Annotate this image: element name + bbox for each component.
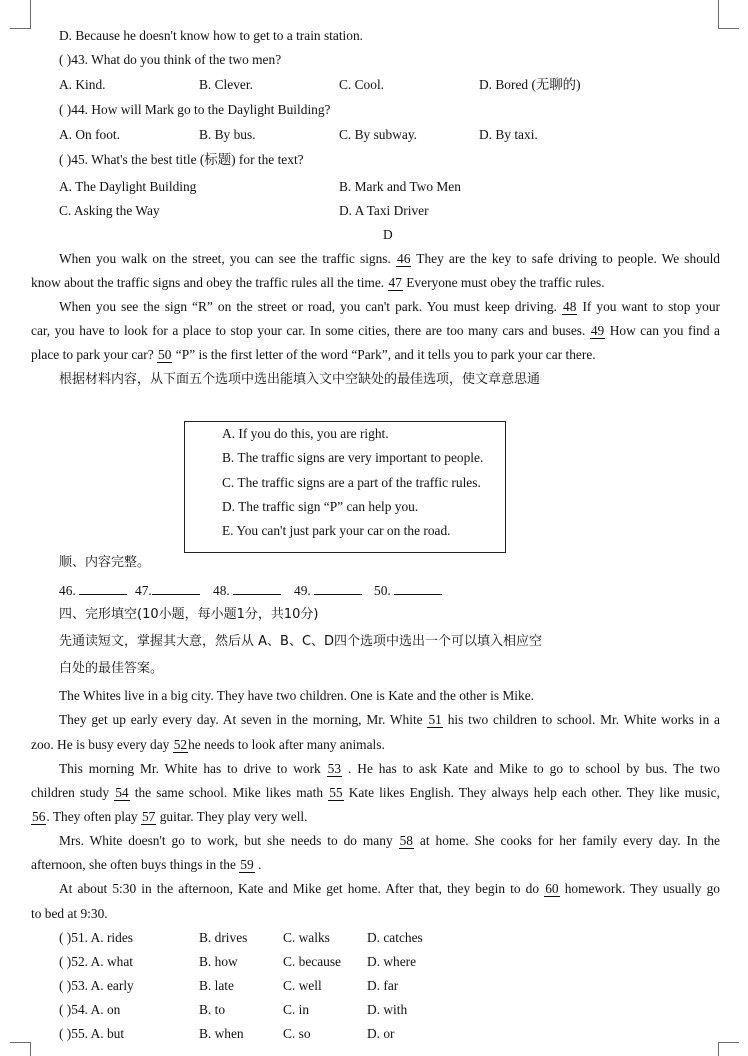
q43-option-b: B. Clever.: [199, 77, 253, 92]
answer-46-blank[interactable]: [79, 582, 127, 595]
mc-54-c: C. in: [283, 1002, 310, 1017]
mc-52-a: ( )52. A. what: [59, 954, 134, 969]
blank-58: 58: [399, 833, 413, 848]
passage-d-line-4: car, you have to look for a place to stop your car. In some cities, there are too many cars and buses. 49 How can you find a: [31, 323, 720, 338]
choice-e: E. You can't just park your car on the road.: [222, 523, 451, 538]
mc-55-a: ( )55. A. but: [59, 1026, 125, 1041]
cloze-line-4: This morning Mr. White has to drive to work 53 . He has to ask Kate and Mike to go to school by bus. The two: [59, 761, 720, 776]
blank-47: 47: [388, 275, 402, 290]
q44-option-d: D. By taxi.: [479, 127, 538, 142]
cloze-line-3: zoo. He is busy every day 52he needs to look after many animals.: [31, 737, 385, 752]
q43-option-a: A. Kind.: [59, 77, 106, 92]
instruction-d-part2: 顺、内容完整。: [59, 555, 151, 570]
q44-option-b: B. By bus.: [199, 127, 256, 142]
crop-mark-bottom-right: [718, 1042, 739, 1056]
blank-51: 51: [428, 712, 442, 727]
blank-56: 56: [32, 809, 46, 824]
answer-47-blank[interactable]: [152, 582, 200, 595]
choice-a: A. If you do this, you are right.: [222, 426, 389, 441]
answer-46: 46.: [59, 582, 127, 599]
blank-52: 52: [173, 737, 188, 752]
q42-option-d: D. Because he doesn't know how to get to a train station.: [59, 28, 364, 43]
mc-55-d: D. or: [367, 1026, 395, 1041]
mc-52-c: C. because: [283, 954, 342, 969]
blank-54: 54: [115, 785, 129, 800]
mc-51-a: ( )51. A. rides: [59, 930, 134, 945]
crop-mark-top-right: [718, 0, 739, 29]
q44-option-c: C. By subway.: [339, 127, 417, 142]
mc-54-d: D. with: [367, 1002, 408, 1017]
mc-55-b: B. when: [199, 1026, 244, 1041]
q43-option-d: D. Bored (无聊的): [479, 77, 581, 92]
instruction-d-part1: 根据材料内容，从下面五个选项中选出能填入文中空缺处的最佳选项，使文章意思通: [59, 372, 541, 387]
crop-mark-top-left: [10, 0, 31, 29]
choice-c: C. The traffic signs are a part of the traffic rules.: [222, 475, 481, 490]
blank-55: 55: [329, 785, 343, 800]
blank-48: 48: [563, 299, 577, 314]
passage-d-line-5: place to park your car? 50 “P” is the first letter of the word “Park”, and it tells you to park your car there.: [31, 347, 596, 362]
mc-53-c: C. well: [283, 978, 322, 993]
q44-stem: ( )44. How will Mark go to the Daylight Building?: [59, 102, 331, 117]
cloze-line-6: 56. They often play 57 guitar. They play very well.: [32, 809, 308, 824]
choice-b: B. The traffic signs are very important to people.: [222, 450, 484, 465]
blank-60: 60: [545, 881, 559, 896]
section4-instruction-1: 先通读短文，掌握其大意，然后从 A、B、C、D四个选项中选出一个可以填入相应空: [59, 634, 543, 649]
q43-stem: ( )43. What do you think of the two men?: [59, 52, 282, 67]
answer-50: 50.: [374, 582, 442, 599]
answer-49: 49.: [294, 582, 362, 599]
cloze-line-8: afternoon, she often buys things in the 59 .: [31, 857, 262, 872]
cloze-line-5: children study 54 the same school. Mike likes math 55 Kate likes English. They always help each other. They like music,: [31, 785, 720, 800]
mc-54-a: ( )54. A. on: [59, 1002, 121, 1017]
q44-option-a: A. On foot.: [59, 127, 120, 142]
blank-49: 49: [590, 323, 605, 338]
q45-stem: ( )45. What's the best title (标题) for the text?: [59, 152, 304, 167]
passage-d-line-3: When you see the sign “R” on the street or road, you can't park. You must keep driving. 48 If you want to stop your: [59, 299, 720, 314]
passage-d-line-1: When you walk on the street, you can see the traffic signs. 46 They are the key to safe driving to people. We should: [59, 251, 721, 266]
blank-59: 59: [240, 857, 254, 872]
mc-51-d: D. catches: [367, 930, 423, 945]
mc-51-c: C. walks: [283, 930, 330, 945]
mc-52-d: D. where: [367, 954, 417, 969]
choice-d: D. The traffic sign “P” can help you.: [222, 499, 419, 514]
mc-51-b: B. drives: [199, 930, 248, 945]
blank-50: 50: [158, 347, 172, 362]
q45-option-c: C. Asking the Way: [59, 203, 160, 218]
answer-47: 47.: [135, 582, 200, 599]
mc-55-c: C. so: [283, 1026, 311, 1041]
mc-54-b: B. to: [199, 1002, 226, 1017]
passage-d-line-2: know about the traffic signs and obey the traffic rules all the time. 47 Everyone must obey the traffic rules.: [31, 275, 605, 290]
answer-48: 48.: [213, 582, 281, 599]
cloze-line-9: At about 5:30 in the afternoon, Kate and Mike get home. After that, they begin to do 60 homework. They usually go: [59, 881, 720, 896]
mc-53-a: ( )53. A. early: [59, 978, 134, 993]
section-d-heading: D: [383, 227, 393, 242]
mc-53-b: B. late: [199, 978, 234, 993]
section4-instruction-2: 白处的最佳答案。: [59, 661, 164, 676]
blank-46: 46: [397, 251, 411, 266]
blank-57: 57: [141, 809, 156, 824]
mc-53-d: D. far: [367, 978, 399, 993]
q45-option-d: D. A Taxi Driver: [339, 203, 429, 218]
crop-mark-bottom-left: [10, 1042, 31, 1056]
cloze-line-10: to bed at 9:30.: [31, 906, 108, 921]
cloze-line-2: They get up early every day. At seven in the morning, Mr. White 51 his two children to school. Mr. White works in a: [59, 712, 720, 727]
blank-53: 53: [327, 761, 342, 776]
q43-option-c: C. Cool.: [339, 77, 385, 92]
cloze-line-7: Mrs. White doesn't go to work, but she needs to do many 58 at home. She cooks for her family every day. In the: [59, 833, 721, 848]
cloze-line-1: The Whites live in a big city. They have two children. One is Kate and the other is Mike.: [59, 688, 534, 703]
answer-50-blank[interactable]: [394, 582, 442, 595]
q45-option-a: A. The Daylight Building: [59, 179, 197, 194]
answer-49-blank[interactable]: [314, 582, 362, 595]
answer-48-blank[interactable]: [233, 582, 281, 595]
q45-option-b: B. Mark and Two Men: [339, 179, 461, 194]
section4-title: 四、完形填空(10小题，每小题1分，共10分): [59, 607, 319, 622]
mc-52-b: B. how: [199, 954, 238, 969]
